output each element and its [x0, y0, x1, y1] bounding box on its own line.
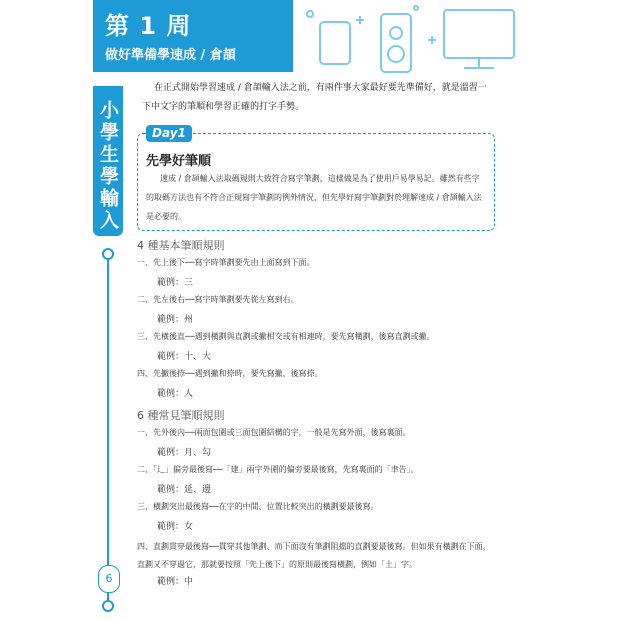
intro-paragraph: 在正式開始學習速成 / 倉頡輸入法之前，有兩件事大家最好要先準備好，就是溫習一下中文字的筆順和學習正確的打字手勢。	[142, 83, 487, 112]
week-title: 第 1 周	[105, 12, 192, 40]
chapter-subtitle: 做好準備學速成 / 倉頡	[105, 48, 236, 63]
common-example: 範例：月、勾	[157, 448, 212, 458]
side-title: 小學生學輸入法	[93, 86, 123, 236]
day-text: 速成 / 倉頡輸入法取碼規則大致符合寫字筆劃，這樣做是為了使用戶易學易記。雖然有些字的取碼方法也有不符合正規寫字筆劃的例外情況，但先學好寫字筆劃對於理解速成 / 倉頡輸入法是必要的。	[146, 174, 482, 221]
basic-example: 範例：州	[157, 315, 194, 325]
basic-rule: 一、先上後下──寫字時筆劃要先由上面寫到下面。	[137, 258, 315, 267]
common-example: 範例：延、邊	[157, 485, 212, 495]
common-rule: 二、「辶」偏旁最後寫──「建」兩字外圍的偏旁要最後寫，先寫裏面的「聿告」。	[137, 465, 419, 474]
speaker-icon	[381, 14, 411, 72]
common-rule: 三、橫劃突出最後寫──在字的中間、位置比較突出的橫劃要最後寫。	[137, 502, 379, 511]
day-tag: Day1	[146, 125, 192, 142]
common-heading: 6 種常見筆順規則	[137, 409, 225, 422]
page-number: 6	[98, 565, 120, 593]
basic-rule: 四、先撇後捺──遇到撇和捺時，要先寫撇，後寫捺。	[137, 369, 323, 378]
basic-heading: 4 種基本筆順規則	[137, 239, 225, 252]
basic-rule: 二、先左後右──寫字時筆劃要先從左寫到右。	[137, 295, 299, 304]
common-example: 範例：女	[157, 522, 194, 532]
phone-icon	[320, 22, 350, 64]
day-title: 先學好筆順	[146, 154, 212, 169]
monitor-icon	[444, 10, 514, 58]
day-box	[137, 126, 495, 231]
device-illustration	[296, 0, 620, 76]
basic-example: 範例：人	[157, 389, 194, 399]
basic-rule: 三、先橫後直──遇到橫劃與直劃或撇相交或有相連時，要先寫橫劃，後寫直劃或撇。	[137, 332, 435, 341]
common-rule: 四、直劃貫穿最後寫──貫穿其他筆劃、而下面沒有筆劃阻擋的直劃要最後寫。但如果有橫劃在下面，直劃又不穿過它，那就要按照「先上後下」的原則最後寫橫劃，例如「土」字。	[137, 542, 491, 569]
side-line	[107, 252, 109, 604]
common-rule: 一、先外後內──兩面包圍或三面包圍結構的字，一般是先寫外面，後寫裏面。	[137, 428, 411, 437]
basic-example: 範例：三	[157, 278, 194, 288]
line-top-circle	[102, 248, 114, 260]
dot-icon	[307, 11, 313, 17]
chapter-header	[93, 0, 293, 72]
basic-example: 範例：十、大	[157, 352, 212, 362]
common-example: 範例：中	[157, 577, 194, 587]
line-bottom-circle	[102, 600, 114, 612]
